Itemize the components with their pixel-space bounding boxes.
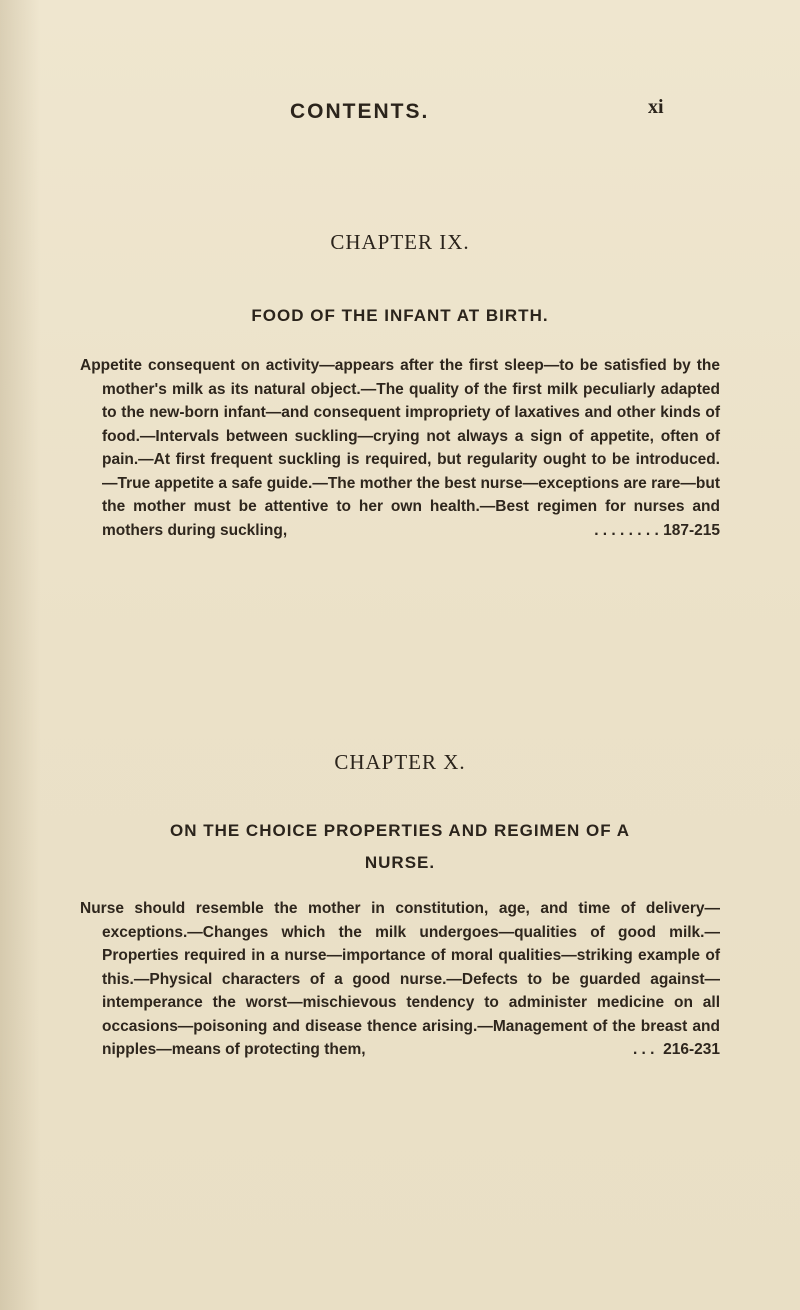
summary-text: Nurse should resemble the mother in constitution, age, and time of delivery—exceptions.—Changes which the milk undergoes—qualities of good milk.—Properties required in a nurse—importance of moral qualities—striking example of this.—Physical characters of a good nurse.—Defects to be guarded against—intemperance the worst—mischievous tendency to administer medicine on all occasions—poisoning and disease thence arising.—Management of the breast and nipples—means of protecting them, — [80, 900, 720, 1058]
page-range-value: 187-215 — [663, 521, 720, 539]
chapter-summary — [80, 354, 720, 542]
page-number: xi — [648, 96, 664, 118]
chapter-subtitle: FOOD OF THE INFANT AT BIRTH. — [251, 306, 549, 325]
chapter-subtitle: ON THE CHOICE PROPERTIES AND REGIMEN OF A NURSE. — [169, 821, 631, 872]
chapter-x — [80, 750, 720, 1062]
dot-leader: . . . . . . . . — [594, 521, 659, 539]
page-range-value: 216-231 — [663, 1041, 720, 1058]
chapter-ix — [80, 230, 720, 542]
chapter-summary — [80, 897, 720, 1062]
chapter-title: CHAPTER IX. — [330, 230, 470, 254]
page-range — [594, 519, 720, 543]
dot-leader: . . . — [632, 1041, 655, 1058]
summary-text: Appetite consequent on activity—appears after the first sleep—to be satisfied by the mother's milk as its natural object.—The quality of the first milk peculiarly adapted to the new-born infant—and consequent impropriety of laxatives and other kinds of food.—Intervals between suckling—crying not always a sign of appetite, often of pain.—At first frequent suckling is required, but regularity ought to be introduced.—True appetite a safe guide.—The mother the best nurse—exceptions are rare—but the mother must be attentive to her own health.—Best regimen for nurses and mothers during suckling, — [80, 357, 720, 539]
running-title: CONTENTS. — [290, 100, 430, 123]
chapter-title: CHAPTER X. — [334, 750, 466, 774]
page-range — [632, 1038, 720, 1062]
